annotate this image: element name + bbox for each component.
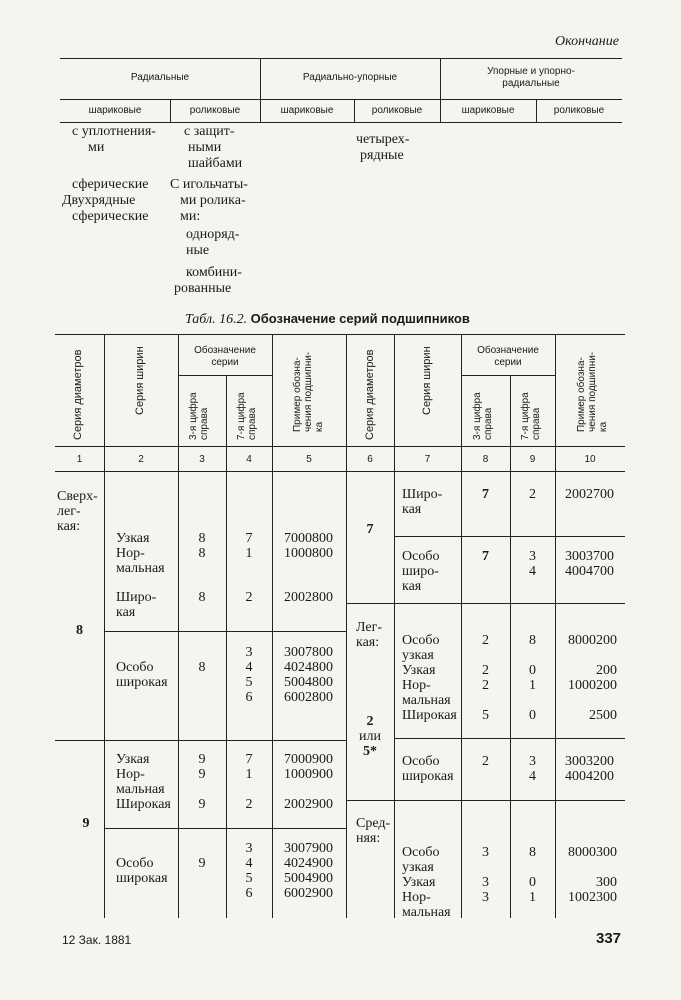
value: 4 — [245, 660, 253, 675]
row-separator — [346, 800, 625, 801]
value: 3 — [482, 890, 489, 905]
width-cell — [116, 752, 171, 812]
value: 1 — [245, 546, 253, 561]
sub-header: роликовые — [371, 105, 423, 116]
column-number: 4 — [246, 454, 252, 465]
column-number: 2 — [138, 454, 144, 465]
value: 1000200 — [568, 678, 617, 693]
value: 2 — [482, 663, 489, 678]
caption-title: Обозначение серий подшипников — [250, 311, 470, 326]
text-line: шайбами — [188, 156, 243, 171]
width-cell — [402, 633, 457, 723]
value: 2 — [482, 678, 489, 693]
header-digit7-line1: 7-я цифра — [520, 392, 531, 440]
text-line: Узкая — [402, 875, 436, 890]
value: 3 — [482, 875, 489, 890]
width-cell — [402, 845, 451, 920]
header-example — [576, 352, 609, 432]
top-table-rule-top — [60, 58, 622, 59]
text-line: мальная — [402, 905, 451, 920]
group-header-radial: Радиальные — [130, 72, 190, 83]
header-digit7-line2: справа — [531, 407, 542, 440]
header-digit3 — [188, 392, 210, 440]
value: 3 — [245, 645, 253, 660]
text-line: Сред- — [356, 816, 391, 831]
text-line: комбини- — [186, 265, 242, 280]
sub-header: шариковые — [280, 105, 334, 116]
main-table-rule-top — [55, 334, 625, 335]
top-col1-text — [72, 124, 156, 156]
value: 8 — [529, 633, 536, 648]
value: 5004800 — [284, 675, 333, 690]
text-line: Двухрядные — [62, 193, 136, 208]
row-separator — [55, 740, 346, 741]
main-table-rule-numbers — [55, 471, 625, 472]
text-line: Лег- — [356, 620, 383, 635]
example-cell — [565, 549, 614, 579]
text-line: Сверх- — [57, 489, 98, 504]
header-digit3-line1: 3-я цифра — [188, 392, 199, 440]
text-line: с защит- — [184, 124, 235, 139]
value: 4004700 — [565, 564, 614, 579]
text-line: Узкая — [116, 531, 150, 546]
col-divider — [394, 334, 395, 918]
column-number: 3 — [199, 454, 205, 465]
value: 3007900 — [284, 841, 333, 856]
text-line: рядные — [360, 148, 404, 163]
column-number: 1 — [76, 454, 83, 465]
designation-subrule — [178, 375, 272, 376]
value: 6002900 — [284, 886, 333, 901]
text-line: няя: — [356, 831, 381, 846]
digit3-cell: 9 — [198, 856, 206, 871]
text-line: Нор- — [116, 767, 145, 782]
header-width-series: Серия ширин — [421, 346, 433, 415]
header-example-line1: Пример обозна- — [576, 357, 587, 432]
value: 5 — [245, 675, 253, 690]
text-line: Особо — [402, 549, 440, 564]
value: 7 — [245, 752, 253, 767]
value: 2002900 — [284, 797, 333, 812]
value: 9 — [198, 752, 206, 767]
top-col2-text — [170, 177, 248, 297]
header-diameter-series: Серия диаметров — [364, 349, 376, 440]
main-table-rule-header — [55, 446, 625, 447]
text-line: С игольчаты- — [170, 177, 248, 192]
text-line: Широ- — [116, 590, 157, 605]
header-designation — [461, 345, 555, 369]
text-line: Особо — [402, 845, 440, 860]
value: 6 — [245, 690, 253, 705]
header-digit3 — [472, 392, 494, 440]
digit3-cell — [461, 633, 510, 723]
value: 9 — [198, 797, 206, 812]
text-line: кая: — [57, 519, 81, 534]
example-cell — [284, 645, 333, 705]
value: 1 — [529, 890, 536, 905]
text-line: Нор- — [116, 546, 145, 561]
text-line: широ- — [402, 564, 439, 579]
value: 8 — [198, 546, 206, 561]
header-digit7 — [236, 392, 258, 440]
value: 1002300 — [568, 890, 617, 905]
col-divider — [461, 334, 462, 918]
digit3-cell: 8 — [198, 590, 206, 605]
value: 6002800 — [284, 690, 333, 705]
digit7-cell: 2 — [529, 487, 536, 502]
text-line: одноряд- — [186, 227, 240, 242]
row-separator — [104, 828, 346, 829]
value: 3 — [529, 549, 536, 564]
ending-label: Окончание — [555, 34, 619, 49]
digit7-cell: 2 — [245, 590, 253, 605]
group-header-thrust-line1: Упорные и упорно- — [487, 66, 575, 77]
col-divider — [178, 334, 179, 918]
diameter-9: 9 — [82, 816, 90, 831]
col-divider — [555, 334, 556, 918]
value: 3 — [245, 841, 253, 856]
header-digit7-line2: справа — [247, 407, 258, 440]
header-digit7-line1: 7-я цифра — [236, 392, 247, 440]
value: 1000800 — [284, 546, 333, 561]
text-line: ными — [188, 140, 222, 155]
group-header-radial-thrust: Радиально-упорные — [302, 72, 398, 83]
designation-subrule — [461, 375, 555, 376]
text-line: ми: — [180, 209, 201, 224]
digit3-cell — [461, 845, 510, 905]
value: 7000800 — [284, 531, 333, 546]
sub-header: роликовые — [189, 105, 241, 116]
header-width-series: Серия ширин — [134, 346, 146, 415]
value: 4 — [529, 564, 536, 579]
column-number: 7 — [424, 454, 431, 465]
text-line: Особо — [402, 633, 440, 648]
sub-header: шариковые — [461, 105, 515, 116]
header-example-line3: ка — [598, 421, 609, 432]
value: 8 — [198, 531, 206, 546]
example-cell — [555, 633, 617, 723]
diameter-2-or-5 — [346, 714, 394, 759]
digit3-cell: 8 — [198, 660, 206, 675]
digit3-cell — [178, 531, 226, 561]
column-number: 9 — [529, 454, 536, 465]
header-digit3-line1: 3-я цифра — [472, 392, 483, 440]
digit7-cell — [510, 633, 555, 723]
value: 3 — [482, 845, 489, 860]
text-line: сферические — [72, 209, 149, 224]
group-header-thrust-line2: радиальные — [502, 78, 560, 89]
caption-label: Табл. 16.2. — [185, 312, 248, 327]
value: 8000200 — [568, 633, 617, 648]
header-designation — [178, 345, 272, 369]
header-digit3-line2: справа — [199, 407, 210, 440]
header-example-line2: чения подшипни- — [587, 351, 598, 432]
width-cell — [116, 590, 156, 620]
digit7-cell — [226, 752, 272, 812]
value: 2 — [245, 797, 253, 812]
text-line: кая — [402, 502, 422, 517]
value: 2500 — [589, 708, 617, 723]
header-designation-line2: серии — [494, 357, 522, 368]
diameter-extralight — [57, 489, 98, 534]
col-divider — [272, 334, 273, 918]
example-cell — [284, 752, 333, 812]
diameter-7: 7 — [366, 522, 374, 537]
top-col3-text — [356, 132, 409, 164]
text-line: ми — [88, 140, 105, 155]
digit7-cell — [510, 754, 555, 784]
text-line: мальная — [402, 693, 451, 708]
example-cell — [284, 531, 333, 561]
value: 200 — [596, 663, 617, 678]
digit7-cell — [510, 845, 555, 905]
text-line: Широ- — [402, 487, 443, 502]
column-number: 6 — [367, 454, 373, 465]
sub-header: шариковые — [88, 105, 142, 116]
text-line: лег- — [57, 504, 81, 519]
text-line: кая — [116, 605, 136, 620]
text-line: Узкая — [402, 663, 436, 678]
value: 5 — [482, 708, 489, 723]
example-cell: 2002700 — [565, 487, 614, 502]
text-line: узкая — [402, 860, 434, 875]
header-designation-line1: Обозначение — [194, 345, 256, 356]
digit3-cell: 2 — [482, 754, 489, 769]
width-cell — [116, 660, 168, 690]
digit7-cell — [226, 645, 272, 705]
text-line: или — [359, 729, 381, 744]
width-cell — [402, 754, 454, 784]
value: 2 — [482, 633, 489, 648]
value: 3007800 — [284, 645, 333, 660]
value: 8000300 — [568, 845, 617, 860]
value: 300 — [596, 875, 617, 890]
column-number: 8 — [482, 454, 489, 465]
top-table-rule-bottom — [60, 122, 622, 123]
value: 4024800 — [284, 660, 333, 675]
digit7-cell — [510, 549, 555, 579]
text-line: Широкая — [402, 708, 457, 723]
value: 0 — [529, 708, 536, 723]
width-cell — [402, 487, 442, 517]
top-col2-text — [184, 124, 242, 172]
digit3-cell: 7 — [482, 487, 489, 502]
text-line: ные — [186, 243, 210, 258]
text-line: узкая — [402, 648, 434, 663]
text-line: широкая — [116, 871, 168, 886]
value: 1 — [245, 767, 253, 782]
example-cell: 2002800 — [284, 590, 333, 605]
row-separator — [346, 603, 625, 604]
value: 4004200 — [565, 769, 614, 784]
value: 3003700 — [565, 549, 614, 564]
text-line: 5* — [363, 744, 377, 759]
text-line: Особо — [402, 754, 440, 769]
digit3-cell — [178, 752, 226, 812]
width-cell — [116, 856, 168, 886]
digit7-cell — [226, 841, 272, 901]
width-cell — [116, 531, 165, 576]
value: 4024900 — [284, 856, 333, 871]
value: 5004900 — [284, 871, 333, 886]
text-line: ми ролика- — [180, 193, 246, 208]
table-caption — [185, 311, 470, 328]
header-example-line2: чения подшипни- — [303, 351, 314, 432]
text-line: с уплотнения- — [72, 124, 156, 139]
value: 7000900 — [284, 752, 333, 767]
text-line: кая: — [356, 635, 380, 650]
example-cell — [555, 845, 617, 905]
page-number: 337 — [596, 930, 622, 947]
text-line: широкая — [402, 769, 454, 784]
header-designation-line2: серии — [211, 357, 239, 368]
row-separator — [104, 631, 346, 632]
text-line: Широкая — [116, 797, 171, 812]
example-cell — [284, 841, 333, 901]
text-line: Узкая — [116, 752, 150, 767]
value: 3 — [529, 754, 536, 769]
header-designation-line1: Обозначение — [477, 345, 539, 356]
header-diameter-series: Серия диаметров — [72, 349, 84, 440]
value: 0 — [529, 663, 536, 678]
digit3-cell: 7 — [482, 549, 489, 564]
text-line: широкая — [116, 675, 168, 690]
example-cell — [565, 754, 614, 784]
text-line: Нор- — [402, 678, 431, 693]
header-digit7 — [520, 392, 542, 440]
value: 5 — [245, 871, 253, 886]
width-cell — [402, 549, 439, 594]
top-col1-text — [62, 177, 149, 225]
group-header-thrust — [440, 66, 622, 90]
value: 3003200 — [565, 754, 614, 769]
column-number: 5 — [306, 454, 312, 465]
diameter-8: 8 — [76, 623, 83, 638]
column-number: 10 — [584, 454, 596, 465]
text-line: кая — [402, 579, 422, 594]
value: 1000900 — [284, 767, 333, 782]
value: 4 — [529, 769, 536, 784]
header-example-line1: Пример обозна- — [292, 357, 303, 432]
row-separator — [394, 738, 625, 739]
value: 0 — [529, 875, 536, 890]
text-line: 2 — [366, 714, 374, 729]
diameter-light — [356, 620, 382, 650]
value: 9 — [198, 767, 206, 782]
value: 1 — [529, 678, 536, 693]
footer-print-mark: 12 Зак. 1881 — [62, 933, 132, 947]
sub-header: роликовые — [553, 105, 605, 116]
header-digit3-line2: справа — [483, 407, 494, 440]
header-example — [292, 352, 325, 432]
value: 8 — [529, 845, 536, 860]
diameter-medium — [356, 816, 390, 846]
value: 4 — [245, 856, 253, 871]
text-line: Нор- — [402, 890, 431, 905]
text-line: рованные — [174, 281, 232, 296]
col-divider — [346, 334, 347, 918]
text-line: сферические — [72, 177, 149, 192]
row-separator — [394, 536, 625, 537]
value: 6 — [245, 886, 253, 901]
text-line: Особо — [116, 856, 154, 871]
text-line: мальная — [116, 561, 165, 576]
text-line: мальная — [116, 782, 165, 797]
value: 7 — [245, 531, 253, 546]
digit7-cell — [226, 531, 272, 561]
header-example-line3: ка — [314, 421, 325, 432]
top-table-rule-mid — [60, 99, 622, 100]
text-line: Особо — [116, 660, 154, 675]
text-line: четырех- — [356, 132, 410, 147]
